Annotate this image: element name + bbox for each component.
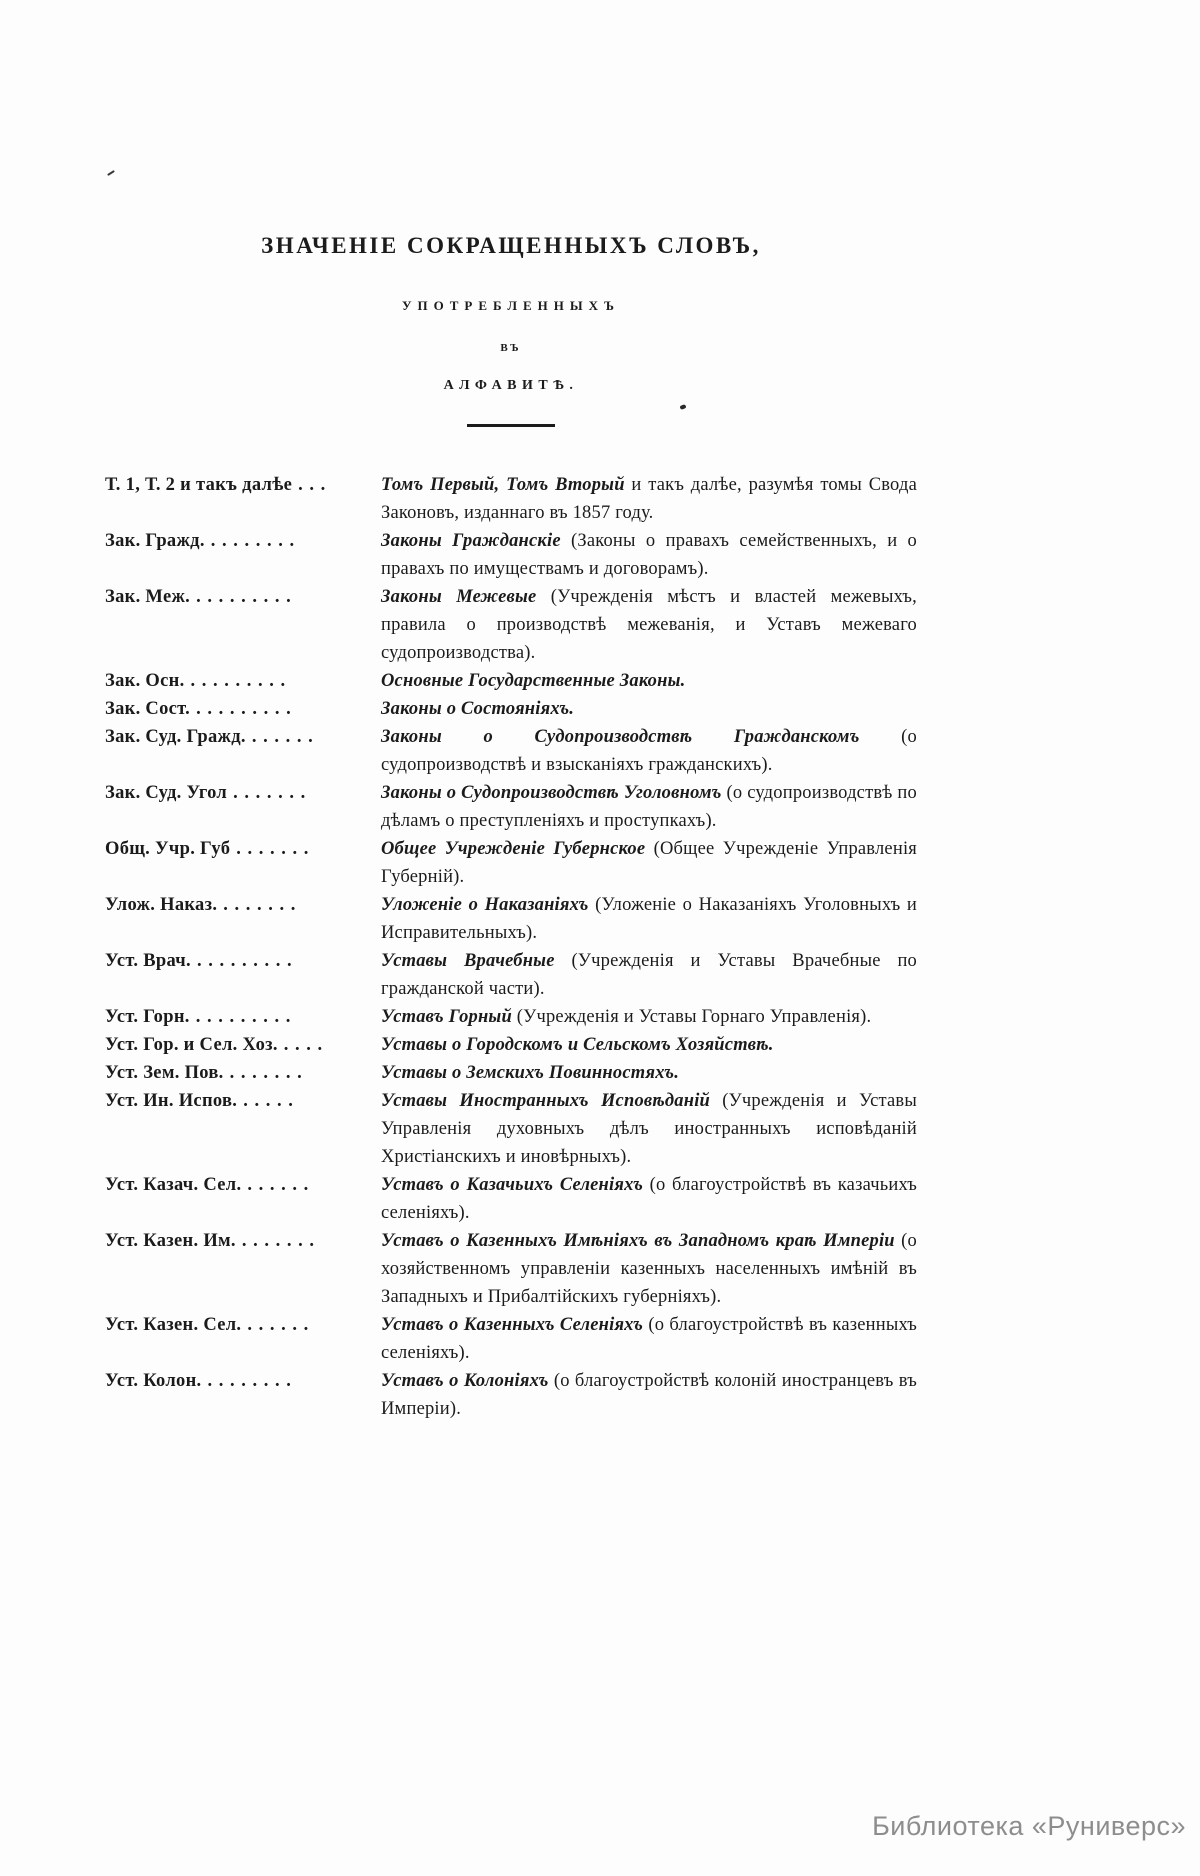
definition-column (381, 1059, 917, 1087)
definition-note: (Общее Учрежденіе Управленія Губерній). (381, 839, 917, 887)
abbreviation: Уст. Колон. (105, 1371, 202, 1391)
dot-leader: . . . . . . . . . (196, 951, 293, 971)
abbreviation-column (105, 835, 381, 863)
definition-column (381, 779, 917, 835)
page-title: ЗНАЧЕНІЕ СОКРАЩЕННЫХЪ СЛОВЪ, (261, 233, 761, 258)
definition-note: (о хозяйственномъ управленіи казенныхъ населенныхъ имѣній въ Западныхъ и Прибалтійскихъ губерніяхъ). (381, 1231, 917, 1307)
list-item (105, 947, 917, 1003)
definition-term: Законы о Судопроизводствѣ Уголовномъ (381, 783, 722, 803)
subtitle-used: УПОТРЕБЛЕННЫХЪ (402, 298, 620, 313)
definition-column (381, 1171, 917, 1227)
definition-term: Уставъ о Колоніяхъ (381, 1371, 549, 1391)
definition-note: (Учрежденія и Уставы Горнаго Управленія). (511, 1007, 872, 1027)
abbreviation: Т. 1, Т. 2 и такъ далѣе (105, 475, 293, 495)
abbreviation-column (105, 1087, 381, 1115)
definition-term: Уставы о Городскомъ и Сельскомъ Хозяйствѣ. (381, 1035, 774, 1055)
abbreviation: Зак. Суд. Угол (105, 783, 228, 803)
definition-term: Уставъ о Казенныхъ Имѣніяхъ въ Западномъ краѣ Имперіи (381, 1231, 895, 1251)
definition-term: Уставъ о Казачьихъ Селеніяхъ (381, 1175, 644, 1195)
abbreviation-column (105, 583, 381, 611)
definition-column (381, 527, 917, 583)
definition-note: (о судопроизводствѣ по дѣламъ о преступленіяхъ и проступкахъ). (381, 783, 917, 831)
list-item (105, 891, 917, 947)
definition-note: (о благоустройствѣ въ казачьихъ селеніяхъ). (381, 1175, 918, 1223)
abbreviation: Зак. Сост. (105, 699, 191, 719)
definition-column (381, 1367, 917, 1423)
abbreviation-column (105, 527, 381, 555)
list-item (105, 1311, 917, 1367)
definition-term: Законы Межевые (381, 587, 537, 607)
dot-leader: . . . . . . . . . (196, 587, 292, 607)
dot-leader: . . . . . . . . (210, 531, 296, 551)
abbreviation: Общ. Учр. Губ (105, 839, 231, 859)
definition-term: Законы Гражданскіе (381, 531, 561, 551)
list-item (105, 835, 917, 891)
abbreviation-column (105, 1171, 381, 1199)
abbreviation-column (105, 1227, 381, 1255)
definition-column (381, 835, 917, 891)
definition-column (381, 1311, 917, 1367)
definition-note: (Уложеніе о Наказаніяхъ Уголовныхъ и Исправительныхъ). (381, 895, 917, 943)
dot-leader: . . . . . (243, 1091, 294, 1111)
dot-leader: . . . . . . . . (207, 1371, 292, 1391)
definition-note: (о благоустройствѣ колоній иностранцевъ въ Имперіи). (381, 1371, 918, 1419)
abbreviation-column (105, 723, 381, 751)
abbreviation: Уст. Гор. и Сел. Хоз. (105, 1035, 278, 1055)
abbreviation: Уст. Зем. Пов. (105, 1063, 224, 1083)
definition-column (381, 723, 917, 779)
definition-note: и такъ далѣе, разумѣя томы Свода Законовъ, изданнаго въ 1857 году. (381, 475, 917, 523)
definition-column (381, 1003, 917, 1031)
list-item (105, 723, 917, 779)
definition-column (381, 667, 917, 695)
list-item (105, 1003, 917, 1031)
list-item (105, 779, 917, 835)
abbreviation-column (105, 891, 381, 919)
abbreviation-column (105, 1059, 381, 1087)
definition-column (381, 947, 917, 1003)
definition-term: Законы о Состояніяхъ. (381, 699, 575, 719)
definition-note: (Законы о правахъ семейственныхъ, и о правахъ по имуществамъ и договорамъ). (381, 531, 918, 579)
definition-term: Уставы Иностранныхъ Исповѣданій (381, 1091, 711, 1111)
abbreviation-column (105, 779, 381, 807)
definition-term: Уставы о Земскихъ Повинностяхъ. (381, 1063, 680, 1083)
abbreviation: Уст. Казен. Им. (105, 1231, 236, 1251)
abbreviation-column (105, 1031, 381, 1059)
abbreviation-column (105, 667, 381, 695)
definition-term: Законы о Судопроизводствѣ Гражданскомъ (381, 727, 860, 747)
list-item (105, 471, 917, 527)
abbreviation: Уст. Ин. Испов. (105, 1091, 238, 1111)
abbreviation: Улож. Наказ. (105, 895, 218, 915)
definition-column (381, 1031, 917, 1059)
definition-column (381, 471, 917, 527)
definition-column (381, 695, 917, 723)
abbreviation: Уст. Казен. Сел. (105, 1315, 242, 1335)
abbreviation-column (105, 947, 381, 975)
definition-note: (Учрежденія и Уставы Врачебные по гражданской части). (381, 951, 918, 999)
dot-leader: . . . . . . . . . (190, 671, 287, 691)
definition-term: Общее Учрежденіе Губернское (381, 839, 646, 859)
definition-term: Томъ Первый, Томъ Вторый (381, 475, 625, 495)
subtitle-in: ВЪ (500, 342, 522, 354)
list-item (105, 1171, 917, 1227)
dot-leader: . . . . . . (251, 727, 314, 747)
definition-note: (Учрежденія мѣстъ и властей межевыхъ, правила о производствѣ межеванія, и Уставъ межеваго судопроизводства). (381, 587, 917, 663)
abbreviation-column (105, 1367, 381, 1395)
list-item (105, 1227, 917, 1311)
abbreviation: Уст. Горн. (105, 1007, 190, 1027)
definition-term: Уложеніе о Наказаніяхъ (381, 895, 589, 915)
definition-column (381, 583, 917, 667)
dot-leader: . . . . . . . (236, 839, 310, 859)
abbreviation-column (105, 695, 381, 723)
definition-term: Уставъ Горный (381, 1007, 512, 1027)
list-item (105, 527, 917, 583)
list-item (105, 1367, 917, 1423)
abbreviation: Зак. Гражд. (105, 531, 205, 551)
abbreviation-column (105, 1003, 381, 1031)
dot-leader: . . . . . . . . . (195, 1007, 292, 1027)
list-item (105, 695, 917, 723)
abbreviation: Зак. Суд. Гражд. (105, 727, 246, 747)
abbreviation: Уст. Врач. (105, 951, 191, 971)
definition-column (381, 1087, 917, 1171)
definition-note: (о благоустройствѣ въ казенныхъ селеніяхъ). (381, 1315, 918, 1363)
list-item (105, 1087, 917, 1171)
definition-column (381, 891, 917, 947)
definition-term: Уставы Врачебные (381, 951, 555, 971)
definition-note: (Учрежденія и Уставы Управленія духовныхъ дѣлъ иностранныхъ исповѣданій Христіанскихъ и иновѣрныхъ). (381, 1091, 917, 1167)
abbreviation: Зак. Осн. (105, 671, 185, 691)
definition-column (381, 1227, 917, 1311)
list-item (105, 667, 917, 695)
dot-leader: . . . . . . . (229, 1063, 303, 1083)
dot-leader: . . . . . . . (241, 1231, 315, 1251)
dot-leader: . . . . . . . (233, 783, 307, 803)
text-block (105, 232, 917, 1423)
abbreviation-column (105, 471, 381, 499)
list-item (105, 1031, 917, 1059)
abbreviation-list (105, 471, 917, 1423)
dot-leader: . . . . . . . . . (196, 699, 292, 719)
watermark: Библиотека «Руниверс» (872, 1811, 1186, 1841)
dot-leader: . . . . (283, 1035, 324, 1055)
list-item (105, 1059, 917, 1087)
dot-leader: . . . . . . . (223, 895, 297, 915)
abbreviation-column (105, 1311, 381, 1339)
list-item (105, 583, 917, 667)
definition-term: Основные Государственные Законы. (381, 671, 686, 691)
definition-term: Уставъ о Казенныхъ Селеніяхъ (381, 1315, 644, 1335)
abbreviation: Уст. Казач. Сел. (105, 1175, 242, 1195)
subtitle-alphabet: АЛФАВИТѢ. (443, 378, 579, 393)
abbreviation: Зак. Меж. (105, 587, 191, 607)
scan-artifact (107, 170, 115, 176)
divider-rule (467, 424, 555, 427)
definition-note: (о судопроизводствѣ и взысканіяхъ гражданскихъ). (381, 727, 917, 775)
dot-leader: . . . . . . (247, 1315, 310, 1335)
dot-leader: . . . (298, 475, 327, 495)
dot-leader: . . . . . . (247, 1175, 310, 1195)
